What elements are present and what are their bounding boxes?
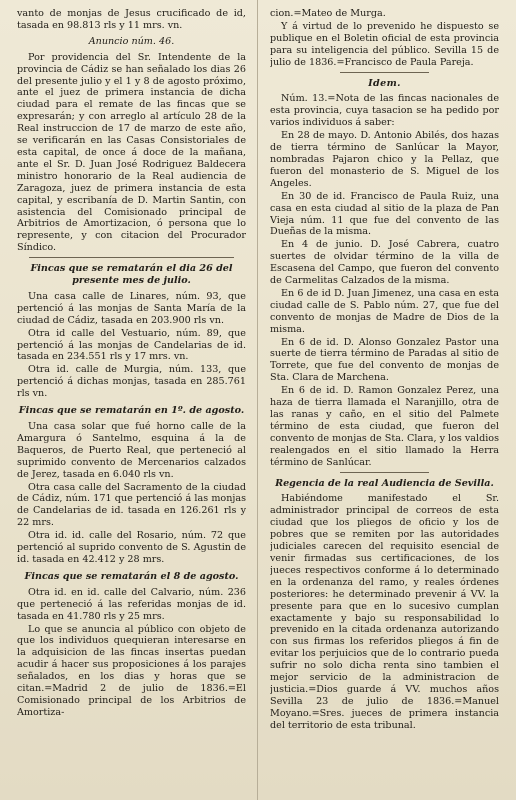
paragraph-entry: En 30 de id. Francisco de Paula Ruiz, una casa en esta ciudad al sitio de la plaza de Pan Vieja núm. 11 que fue del convento de las Dueñas de la misma. xyxy=(270,190,499,238)
right-column xyxy=(270,8,499,794)
paragraph-finca: Otra id. en id. calle del Calvario, núm. 236 que perteneció á las referidas monjas de id. tasada en 41.780 rls y 25 mrs. xyxy=(17,586,246,622)
paragraph-regencia: Habiéndome manifestado el Sr. administrador principal de correos de esta ciudad que los pliegos de oficio y los de pobres que se remiten por las autoridades judiciales carecen del requisito esencial de venir firmadas sus certificaciones, de los jueces respectivos conforme á lo determinado en la ordenanza del ramo, y reales órdenes posteriores: he determinado prevenir á VV. la presente para que en lo sucesivo cumplan exactamente y bajo su responsabilidad lo prevenido en la citada ordenanza autorizando con sus firmas los referidos pliegos á fin de evitar los perjuicios que de lo contrario pueda sufrir no solo dicha renta sino tambien el mejor servicio de la administracion de justicia.=Dios guarde á VV. muchos años Sevilla 23 de julio de 1836.=Manuel Moyano.=Sres. jueces de primera instancia del territorio de esta tribunal. xyxy=(270,493,499,731)
section-heading-8-agosto: Fincas que se rematarán el 8 de agosto. xyxy=(24,570,239,582)
paragraph-entry: En 4 de junio. D. José Cabrera, cuatro suertes de olvidar término de la villa de Escasena del Campo, que fueron del convento de Carmelitas Calzados de la misma. xyxy=(270,239,499,287)
paragraph-left-top: vanto de monjas de Jesus crucificado de id, tasada en 98.813 rls y 11 mrs. vn. xyxy=(17,8,246,31)
divider xyxy=(340,72,429,73)
paragraph-entry: En 28 de mayo. D. Antonio Abilés, dos hazas de tierra término de Sanlúcar la Mayor, nombradas Pajaron chico y la Pellaz, que fueron del monasterio de S. Miguel de los Angeles. xyxy=(270,130,499,189)
paragraph-finca: Otra casa calle del Sacramento de la ciudad de Cádiz, núm. 171 que pertenció á las monjas de Candelarias de id. tasada en 126.261 rls y 22 mrs. xyxy=(17,481,246,529)
divider xyxy=(340,472,429,473)
anuncio-heading: Anuncio núm. 46. xyxy=(88,35,175,47)
paragraph-entry: En 6 de id. D. Ramon Gonzalez Perez, una haza de tierra llamada el Naranjillo, otra de las ranas y caño, en el sitio del Palmete término de esta ciudad, que fueron del convento de monjas de Sta. Clara, y los valdios realengados en el sitio llamado la Herra término de Sanlúcar. xyxy=(270,385,499,468)
paragraph-final: Lo que se anuncia al público con objeto de que los individuos quequieran interesarse en la adquisicion de las fincas insertas puedan acudir á hacer sus proposiciones á los parajes señalados, en los dias y horas que se citan.=Madrid 2 de julio de 1836.=El Comisionado principal de los Arbitrios de Amortiza- xyxy=(17,623,246,718)
section-heading-26-julio: Fincas que se rematarán el dia 26 del presente mes de julio. xyxy=(30,263,233,287)
paragraph-finca: Otra id calle del Vestuario, núm. 89, que pertenció á las monjas de Candelarias de id. tasada en 234.551 rls y 17 mrs. vn. xyxy=(17,327,246,363)
paragraph-right-top: cion.=Mateo de Murga. xyxy=(270,8,386,19)
paragraph-publication: Y á virtud de lo prevenido he dispuesto se publique en el Boletin oficial de esta provincia para su inteligencia del público. Sevilla 15 de julio de 1836.=Francisco de Paula Pareja. xyxy=(270,20,499,68)
paragraph-finca: Otra id. id. calle del Rosario, núm. 72 que pertenció al suprido convento de S. Agustin de id. tasada en 42.412 y 28 mrs. xyxy=(17,530,246,565)
paragraph-entry: En 6 de id. D. Alonso Gonzalez Pastor una suerte de tierra término de Paradas al sitio de Torrete, que fue del convento de monjas de Sta. Clara de Marchena. xyxy=(270,336,499,384)
paragraph-finca: Otra id. calle de Murgia, núm. 133, que pertenció á dichas monjas, tasada en 285.761 rls vn. xyxy=(17,364,246,400)
idem-heading: Idem. xyxy=(368,77,401,89)
paragraph-nota: Núm. 13.=Nota de las fincas nacionales de esta provincia, cuya tasacion se ha pedido por varios individuos á saber: xyxy=(270,93,499,129)
paragraph-entry: En 6 de id D. Juan Jimenez, una casa en esta ciudad calle de S. Pablo núm. 27, que fue del convento de monjas de Madre de Dios de la misma. xyxy=(270,287,499,335)
section-heading-1-agosto: Fincas que se rematarán en 1º. de agosto. xyxy=(18,405,245,417)
paragraph-intro: Por providencia del Sr. Intendente de la provincia de Cádiz se han señalado los dias 26 del presente julio y el 1 y 8 de agosto próximo, ante el juez de primera instancia de dicha ciudad para el remate de las fincas que se expresarán; y con arreglo al artículo 28 de la Real instruccion de 17 de marzo de este año, se verificarán en las Casas Consistoriales de esta capital, de once á doce de la mañana, ante el Sr. D. Juan José Rodriguez Baldecera ministro honorario de la Real audiencia de Zaragoza, juez de primera instancia de esta capital, y escribanía de D. Martin Santin, con asistencia del Comisionado principal de Arbitrios de Amortizacion, ó persona que lo represente, y con citacion del Procurador Síndico. xyxy=(17,51,246,254)
regencia-heading: Regencia de la real Audiencia de Sevilla. xyxy=(275,477,494,489)
paragraph-finca: Una casa solar que fué horno calle de la Amargura ó Santelmo, esquina á la de Baqueros, de Puerto Real, que perteneció al suprimido convento de Mercenarios calzados de Jerez, tasada en 6.040 rls vn. xyxy=(17,421,246,480)
left-column xyxy=(17,8,246,794)
column-divider xyxy=(257,0,258,800)
divider xyxy=(29,257,234,258)
paragraph-finca: Una casa calle de Linares, núm. 93, que pertenció á las monjas de Santa María de la ciudad de Cádiz, tasada en 203.900 rls vn. xyxy=(17,290,246,326)
